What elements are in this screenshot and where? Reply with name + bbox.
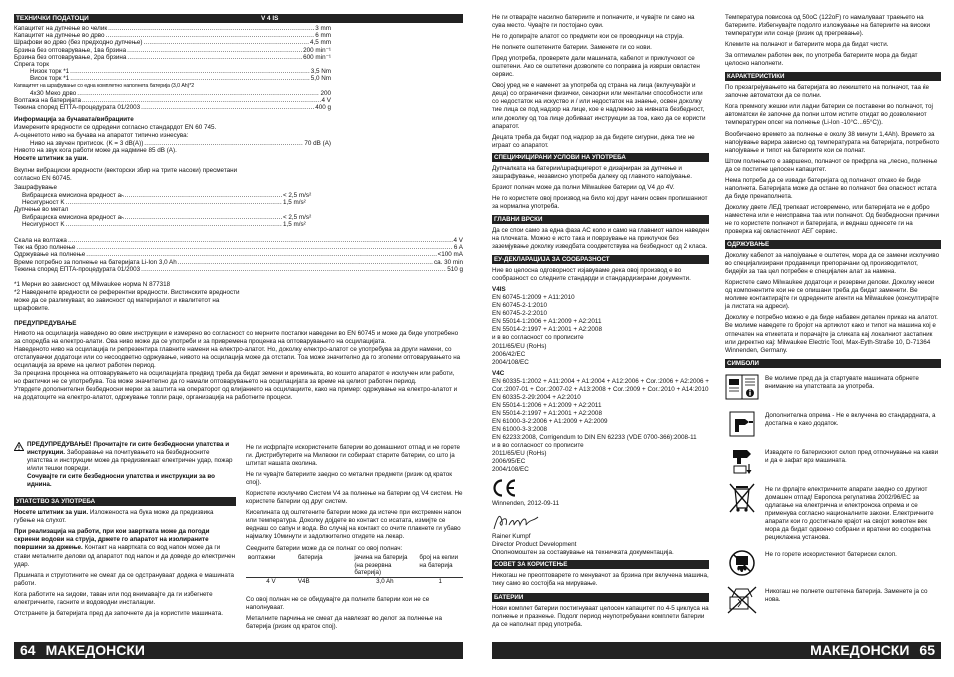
decl-line: EN 62233:2008, Corrigendum to DIN EN 62233 (VDE 0700-366):2008-11 <box>492 434 697 442</box>
vib1-row: Вибрациска емисиона вредност aₕ ..... < 2,5 m/s² <box>14 192 331 199</box>
spec-value: 600 min⁻¹ <box>303 53 331 61</box>
usage-p1-bold: Носете штитник за уши. <box>14 509 89 517</box>
symbol-row-4 <box>725 482 941 542</box>
char-para: Штом полнењето е завршено, полначот се префрла на „лесно„ полнење да се постигне целосен капацитет. <box>725 157 938 173</box>
charger-value: <100 mA <box>437 251 463 259</box>
col2-p3: Користете исклучиво Систем V4 за полнење на батерии од V4 систем. Не користете батерии од друг систем. <box>246 490 463 506</box>
c1-intro-para: Не го допирајте алатот со предмети кои се проводници на струја. <box>492 33 684 41</box>
signature-icon <box>492 511 542 533</box>
page-65 <box>477 0 954 677</box>
maint-section-header: ОДРЖУВАЊЕ <box>725 240 941 249</box>
noise-block <box>14 116 331 228</box>
page-number-right: 65 <box>919 642 935 658</box>
spec-label: Брзина без оптоварување, 1ва брзина <box>14 46 127 54</box>
spec-value: 200 min⁻¹ <box>303 46 331 54</box>
symbol-text-4: Не ги фрлајте електричните апарати заедно со другиот домашен отпад! Европска регулатива 2002/96/ЕС за одлагање на електрична и електронска опрема и се применува согласно националните закони. Електричните апарати кои го достигнале крајот на својот животен век мора да бидат одвоено собрани и вратени во соодветна рециклажна установа. <box>765 485 934 541</box>
charger-row <box>14 259 463 266</box>
section-header: ГЛАВНИ ВРСКИ <box>492 215 709 224</box>
char-list <box>725 84 941 236</box>
warning-box-text1: Прочитајте ги сите безбедносни упатства и инструкции. <box>27 441 230 457</box>
spec-label: Капацитет на шрафување со една комплетно наполнета батерија (3,0 Ah)*2 <box>14 82 195 89</box>
decl-v4is-list <box>492 294 709 366</box>
c1-sections <box>492 153 709 251</box>
noise-row: Ниво на звучен притисок. (K = 3 dB(A)) ..... 70 dB (A) <box>14 140 331 147</box>
usage-p5: Отстранете ја батеријата пред да започнете да ја користите машината. <box>14 609 223 617</box>
decl-line: EN 55014-1:2006 + A1:2009 + A2:2011 <box>492 318 602 326</box>
spec-row <box>14 61 331 68</box>
warning-para-3: За прецизна проценка на оптоварувањето на осцилацијата предвид треба да бидат земени и времињата, во кошито апаратот е исклучен или работи, но фактички не се употребува. Тоа може значително да го намали оптоварувањето на осцилацијата за време на целиот работен период. <box>14 370 455 386</box>
section-header: БАТЕРИИ <box>492 593 709 602</box>
right-col-bottom <box>246 444 463 635</box>
spec-value: 5,0 Nm <box>310 75 331 83</box>
warning-box-text2: Заборавање на почитувањето на безбедносните упатства и инструкции може да предизвикаат електричен удар, пожар и/или тешки повреди. <box>27 449 233 473</box>
spec-label: Брзина без оптоварување, 2ра брзина <box>14 53 127 61</box>
warning-para-4: Утврдете дополнителни безбедносни мерки за заштита на операторот од влијанието на осцилациите, како на пример: одржување на електро-алатот и на додатоците на електро-алатот, одржување топли раце, организација на работните процеси. <box>14 386 458 402</box>
decl-v4c-title: V4C <box>492 369 505 377</box>
charger-label: Време потребно за полнење на батеријата Li-Ion 3,0 Ah <box>14 258 177 266</box>
symbol-text-1: Ве молиме пред да ја стартувате машината обрнете внимание на упатствата за употреба. <box>765 374 919 390</box>
charger-value: 4 V <box>453 237 463 244</box>
no-fire-icon <box>727 548 757 578</box>
section-para: Да се спои само за една фаза АС коло и само на главниот напон наведен на плочката. Можно е исто така и поврзување на приклучок без заземјување доколку изведбата соодветствува на безбедност од 2 класа. <box>492 226 709 251</box>
tech-data-header-ext <box>331 14 463 23</box>
noise-line2: А-оценетото ниво на бучава на апаратот типично изнесува: <box>14 132 189 140</box>
charger-label: Тежина според ЕПТА-процедурата 01/2003 <box>14 265 141 273</box>
warning-box-text3: Сочувајте ги сите безбедносни упатства и инструкции за во иднина. <box>27 473 215 489</box>
section-para: Не го користете овој производ на било кој друг начин освен пропишаниот за нормална употреба. <box>492 194 708 210</box>
c2-intro-para: За оптимален работен век, по употреба батериите мора да бидат целосно наполнети. <box>725 52 918 68</box>
unc2-row: Несигурност K ..... 1,5 m/s² <box>14 221 331 228</box>
col2-p6: Со овој полнач не се обидувајте да полните батерии кои не се наполнуваат. <box>246 596 430 612</box>
spec-row <box>14 83 331 90</box>
section-header: СПЕЦИФИЦИРАНИ УСЛОВИ НА УПОТРЕБА <box>492 153 709 162</box>
vib2-row: Вибрациска емисиона вредност aₕ ..... < 2,5 m/s² <box>14 214 331 221</box>
symbol-row-3 <box>725 445 941 477</box>
right-page-col2 <box>725 14 941 621</box>
decl-line: 2011/65/EU (RoHs) <box>492 342 547 350</box>
charger-list <box>14 237 463 273</box>
decl-line: 2006/42/EC <box>492 350 526 358</box>
spec-value: 3 mm <box>315 25 331 32</box>
left-col-bottom <box>14 441 236 621</box>
read-manual-icon <box>725 372 759 402</box>
symbols-section-header: СИМБОЛИ <box>725 359 941 368</box>
footnote-1: *1 Мерни во зависност од Milwaukee норма N 877318 <box>14 281 171 288</box>
decl-line: EN 60745-1:2009 + A11:2010 <box>492 294 575 302</box>
spec-list <box>14 25 331 111</box>
usage-p4: Кога работите на ѕидови, таван или под внимавајте да ги избегнете електричните, гасните и водоводни инсталации. <box>14 590 213 606</box>
warning-triangle-icon <box>14 442 24 451</box>
footer-bar-right <box>492 642 941 659</box>
spec-value: 4,5 mm <box>310 39 331 47</box>
col2-p1: Не ги исфрлајте искористените батерии во домашниот отпад и не горете ги. Дистрибутерите на Милвоки ги собираат старите батерии, со што ја штитат нашата околина. <box>246 444 461 468</box>
noise-line3: Нивото на звук кога работи може да надмине 85 dB (A). <box>14 147 177 155</box>
col2-p2: Не ги чувајте батериите заедно со метални предмети (ризик од краток спој). <box>246 471 452 487</box>
tech-data-title: ТЕХНИЧКИ ПОДАТОЦИ <box>16 15 89 22</box>
decl-line: EN 61000-3-2:2006 + A1:2009 + A2:2009 <box>492 417 608 425</box>
spec-label: Капацитет на дупчење во челик <box>14 25 108 32</box>
charger-label: Скала на волтажа <box>14 237 67 244</box>
decl-line: и в во согласност со прописите <box>492 442 584 450</box>
unc1-row: Несигурност K ..... 1,5 m/s² <box>14 199 331 206</box>
decl-section-header: ЕУ-ДЕКЛАРАЦИЈА ЗА СООБРАЗНОСТ <box>492 255 709 264</box>
decl-line: и в во согласност со прописите <box>492 334 584 342</box>
usage-section-header: УПАТСТВО ЗА УПОТРЕБА <box>14 497 236 506</box>
spec-value: 3,5 Nm <box>310 68 331 76</box>
section-para: Никогаш не преоптоварете го менувачот за брзина при вклучена машина, тику само во состојба на мирување. <box>492 572 709 588</box>
spec-label: Шрафови во дрво (без предходно дупчење) <box>14 39 143 47</box>
col2-p7: Металните парчиња не смеат да навлезат во делот за полнење на батерија (ризик од краток спој). <box>246 615 442 631</box>
char-para: Нема потреба да се извади батеријата од полначот откако ќе биде наполнета. Батеријата може да остане во полначот без опасност истата да биде пренаполнета. <box>725 176 937 200</box>
warning-box <box>14 441 236 492</box>
decl-auth: Ополномоштен за составување на техничката документација. <box>492 549 674 557</box>
footnote-2: *2 Наведените вредности се референтни вредности. Вистинските вредности може да се разликуваат, во зависност од материјалот и квалитетот на шрафовите. <box>14 289 240 313</box>
charger-label: Одржување на полнење <box>14 251 86 259</box>
spec-row <box>14 32 331 39</box>
decl-place-date: Winnenden, 2012-09-11 <box>492 500 560 508</box>
section-para: Нови комплет батерии постигнуваат целосен капацитет по 4-5 циклуса на полнење и празнење. Подолг период неупотребувани комплети батерии да се наполнат пред употреба. <box>492 604 709 628</box>
char-section-header: КАРАКТЕРИСТИКИ <box>725 72 941 81</box>
maint-para: Користете само Milwaukee додатоци и резервни делови. Доколку некои од компонентите кои не се опишани треба да бидат заменети. Ве молиме контактирајте ги одредените агенти на Milwaukee (консултирајте ја листата на адреси). <box>725 279 939 311</box>
section-para: Дупчалката на батерии/шрафцигерот е дизајниран за дупчење и зашрафување, независно употреба далеку од главното напојување. <box>492 164 693 180</box>
symbol-text-5: Не го горете искористениот батериски склоп. <box>765 550 897 558</box>
c2-intro-para: Температура повисока од 50oC (122oF) го намалуваат траењето на батериите. Избегнувајте подолго изложување на батериите на високи температури или сонце (ризик од прегревање). <box>725 14 931 38</box>
weee-bin-icon <box>727 482 757 514</box>
c1-intro-para: Не полнете оштетените батерии. Заменете ги со нови. <box>492 44 652 52</box>
symbol-row-5 <box>725 547 941 579</box>
vib-sub2: Дупчење во метал <box>14 205 69 213</box>
c1-intro-para: Пред употреба, проверете дали машината, кабелот и приклучокот се оштетени. Ако се оштетени дозволете со поправка ја изврши овластен сервис. <box>492 55 700 79</box>
c1-intro-para: Децата треба да бидат под надзор за да бидете сигурни, дека тие не играат со апаратот. <box>492 133 695 149</box>
col2-p5: Сеедните батерии може да се полнат со овој полнач: <box>246 544 403 552</box>
spec-value: 200 <box>320 89 331 97</box>
decl-signer-role: Director Product Development <box>492 541 577 549</box>
decl-line: EN 60335-1:2002 + A11:2004 + A1:2004 + A12:2006 + Cor.:2006 + A2:2006 + Cor.:2007-01 + Cor.:2007-02 + A13:2008 + Cor.:2009 + Cor.:2010 + A14:2010 <box>492 377 709 393</box>
footnotes <box>14 281 244 313</box>
c2-intro-para: Клемите на полначот и батериите мора да бидат чисти. <box>725 41 889 49</box>
c1-tail <box>492 560 709 628</box>
charger-row <box>14 266 463 273</box>
charger-label: Тек на брзо полнење <box>14 244 76 252</box>
decl-signer: Rainer Kumpf <box>492 533 531 541</box>
maint-para: Доколку е потребно можно е да биде набавен детален приказ на алатот. Ве молиме наведете го бројот на артиклот како и типот на машина кој е отпечатен на етикетата и порачајте ја сликата кај локалниот застапник или директно кај: Milwaukee Electric Tool, Max-Eyth-Straße 10, D-71364 Winnenden, Germany. <box>725 314 938 354</box>
vib-sub1: Зашрафување <box>14 183 58 191</box>
warning-para-1: Нивото на осцилација наведено во овие инструкции е измерено во согласност со мерните постапки наведени во EN 60745 и може да биде употребено за споредба на електро-алати. Ова ниво може да се употреби и за привремена проценка на оптоварувањето на осцилацијата. <box>14 330 459 346</box>
c1-intro-para: Овој уред не е наменет за употреба од страна на лица (вклучувајќи и деца) со ограничени физички, сензорни или ментални способности или со недостаток на искуство и / или недостаток на знаење, освен доколку тие лица се под надзор на лице, кое е надлежно за нивната безбедност, или доколку од тоа лице добиваат инструкции за тоа, како да се користи апаратот. <box>492 82 706 130</box>
decl-v4c-list <box>492 378 709 475</box>
spec-row <box>14 68 331 75</box>
usage-p3: Пршината и струготините не смеат да се одстрануваат додека е машината работи. <box>14 571 235 587</box>
section-header: СОВЕТ ЗА КОРИСТЕЊЕ <box>492 560 709 569</box>
no-damaged-battery-icon <box>726 585 758 615</box>
charger-row <box>14 237 463 244</box>
spec-row <box>14 25 331 32</box>
remove-battery-icon <box>727 446 757 476</box>
battery-table-head: волтажни батерија јачина на батерија (на резервна батерија) број на келии на батерија <box>248 553 459 577</box>
tech-data-block <box>14 14 331 111</box>
symbol-row-1 <box>725 371 941 403</box>
maint-para: Доколку кабелот за напојување е оштетен, мора да се замени исклучиво во специјализирани продавници препорачани од производителот, бидејќи за таа цел потребен е специјален алат за намена. <box>725 252 940 276</box>
usage-p2: Контакт на навртката со вод напон може да ги стави металните делови од апаратот под напон и да доведе до електричен удар. <box>14 544 236 568</box>
accessory-icon <box>727 409 757 439</box>
page-number-left: 64 <box>20 642 36 658</box>
spec-row <box>14 104 331 111</box>
spec-label: Волтажа на батеријата <box>14 96 81 104</box>
decl-line: 2006/95/EC <box>492 458 526 466</box>
decl-line: EN 55014-2:1997 + A1:2001 + A2:2008 <box>492 409 602 417</box>
warnings-block <box>14 320 463 402</box>
charger-block <box>14 237 463 273</box>
usage-p2-bold: При реализација на работи, при кои завртката може да погоди скриени водови на струја, држете го апаратот на изолираните површини за држење. <box>14 528 210 552</box>
charger-value: 510 g <box>447 265 463 273</box>
spec-value: 4 V <box>321 96 331 104</box>
spec-value: 400 g <box>315 104 331 112</box>
decl-intro: Ние во целосна одговорност изјавуваме дека овој производ е во сообразност со следните стандарди и стандардизирани документи. <box>492 267 691 283</box>
c1-intro-para: Не ги отварајте насилно батериите и полначите, и чувајте ги само на сува место. Чувајте ги постојано суви. <box>492 14 695 30</box>
spec-row <box>14 39 331 46</box>
symbol-row-2 <box>725 408 941 440</box>
spec-label: 4x30 Меко дрво <box>30 89 77 97</box>
language-label-right: МАКЕДОНСКИ <box>810 642 910 658</box>
spec-label: Спрега торк <box>14 60 49 68</box>
spec-label: Капацитет на дупчење во дрво <box>14 32 105 40</box>
warning-box-title: ПРЕДУПРЕДУВАЊЕ! <box>27 441 92 448</box>
decl-line: EN 55014-1:2006 + A1:2009 + A2:2011 <box>492 401 602 409</box>
right-page-col1 <box>492 14 709 632</box>
symbol-row-6 <box>725 584 941 616</box>
charger-value: 6 A <box>453 244 463 252</box>
symbol-text-6: Никогаш не полнете оштетена батерија. Заменете ја со нова. <box>765 587 928 604</box>
col-v4is: V 4 IS <box>261 15 279 22</box>
c1-intro <box>492 14 709 150</box>
spec-label: Висок торк *1 <box>30 75 70 83</box>
char-para: По презагрејувањето на батеријата во лежиштето на полначот, таа ќе започне автоматски да се полни. <box>725 84 930 100</box>
usage-p1: Изложеноста на бука може да предизвика губење на слухот. <box>14 509 214 525</box>
c2-intro <box>725 14 941 68</box>
decl-line: EN 55014-2:1997 + A1:2001 + A2:2008 <box>492 326 602 334</box>
charger-value: ca. 30 min <box>433 258 463 266</box>
ce-mark-icon <box>492 478 518 498</box>
noise-line5: Вкупни вибрациски вредности (векторски збир на трите насоки) пресметани согласно EN 60745. <box>14 167 238 183</box>
char-para: Доколку двете ЛЕД трепкаат истовремено, или батеријата не е добро наместена или е неисправна таа или полначот. Од безбедносни причини не го користете полначот и батеријата, и веднаш однесете ги на проверка кај овластениот АЕГ сервис. <box>725 203 940 236</box>
language-label-left: МАКЕДОНСКИ <box>45 642 145 658</box>
decl-line: EN 60335-2-29:2004 + A2:2010 <box>492 393 581 401</box>
warnings-title: ПРЕДУПРЕДУВАЊЕ <box>14 320 77 327</box>
decl-v4is-title: V4IS <box>492 286 506 294</box>
spec-value: 6 mm <box>315 32 331 40</box>
char-para: Вообичаено времето за полнење е околу 38 минути 1,4Ah). Времето за напојување варира зависно од температурата на батеријата, потребното напојување и типот на батериите кои се полнат. <box>725 130 940 154</box>
warning-para-2: Наведеното ниво на осцилација ги репрезентира главните намени на електро-алатот. Но, доколку електро-алатот се употребува за други намени, со отстапувачки додатоци или со несоодветно одржување, нивото на осцилација може да отстапи. Тоа може значително да го зголеми оптоварувањето на осцилација за време на целиот работен период. <box>14 346 461 370</box>
section-para: Брзиот полнач може да полни Milwaukee батерии од V4 до 4V. <box>492 183 675 191</box>
spec-row <box>14 97 331 104</box>
symbol-text-2: Дополнителна опрема - Не е вклучена во стандардната, а достапна е како додаток. <box>765 411 936 427</box>
spec-label: Низок торк *1 <box>30 68 70 76</box>
char-para: Кога премногу жешки или ладни батерии се поставени во полначот, тој автоматски ќе започне да полни штом истите отидат во дозволениот температурен опсег на полнење (Li-Ion -10°C...65°C)). <box>725 103 933 127</box>
noise-line4: Носете штитник за уши. <box>14 155 89 163</box>
noise-title: Информација за бучавата/вибрациите <box>14 116 134 123</box>
battery-table-row: 4 V V4B 3,0 Ah 1 <box>246 578 463 586</box>
decl-line: 2004/108/EC <box>492 466 529 474</box>
charger-row <box>14 244 463 251</box>
maint-list <box>725 252 941 355</box>
battery-table <box>246 554 463 587</box>
spec-label: Тежина според ЕПТА-процедурата 01/2003 <box>14 104 141 112</box>
footer-bar-left <box>14 642 463 659</box>
decl-line: EN 60745-2-1:2010 <box>492 302 547 310</box>
decl-line: 2004/108/EC <box>492 358 529 366</box>
spec-row <box>14 75 331 82</box>
symbol-text-3: Извадете го батерискиот склоп пред отпочнување на какви и да е зафат врз машината. <box>765 448 939 464</box>
tech-data-header <box>14 14 331 23</box>
spec-row <box>14 54 331 61</box>
noise-line1: Измерените вредности се одредени согласно стандардот EN 60 745. <box>14 124 217 132</box>
spec-row <box>14 90 331 97</box>
decl-line: 2011/65/EU (RoHs) <box>492 450 547 458</box>
spec-row <box>14 47 331 54</box>
charger-row <box>14 251 463 258</box>
col2-p4: Киселината од оштетените батерии може да истече при екстремен напон или температура. Доколку дојдете во контакт со исатата, измијте се веднаш со сапун и вода. Во случај на контакт со очите плакнете ги убаво најмалку 10минути и задолжително отидете на лекар. <box>246 509 462 541</box>
decl-line: EN 61000-3-3:2008 <box>492 425 547 433</box>
decl-line: EN 60745-2-2:2010 <box>492 310 547 318</box>
